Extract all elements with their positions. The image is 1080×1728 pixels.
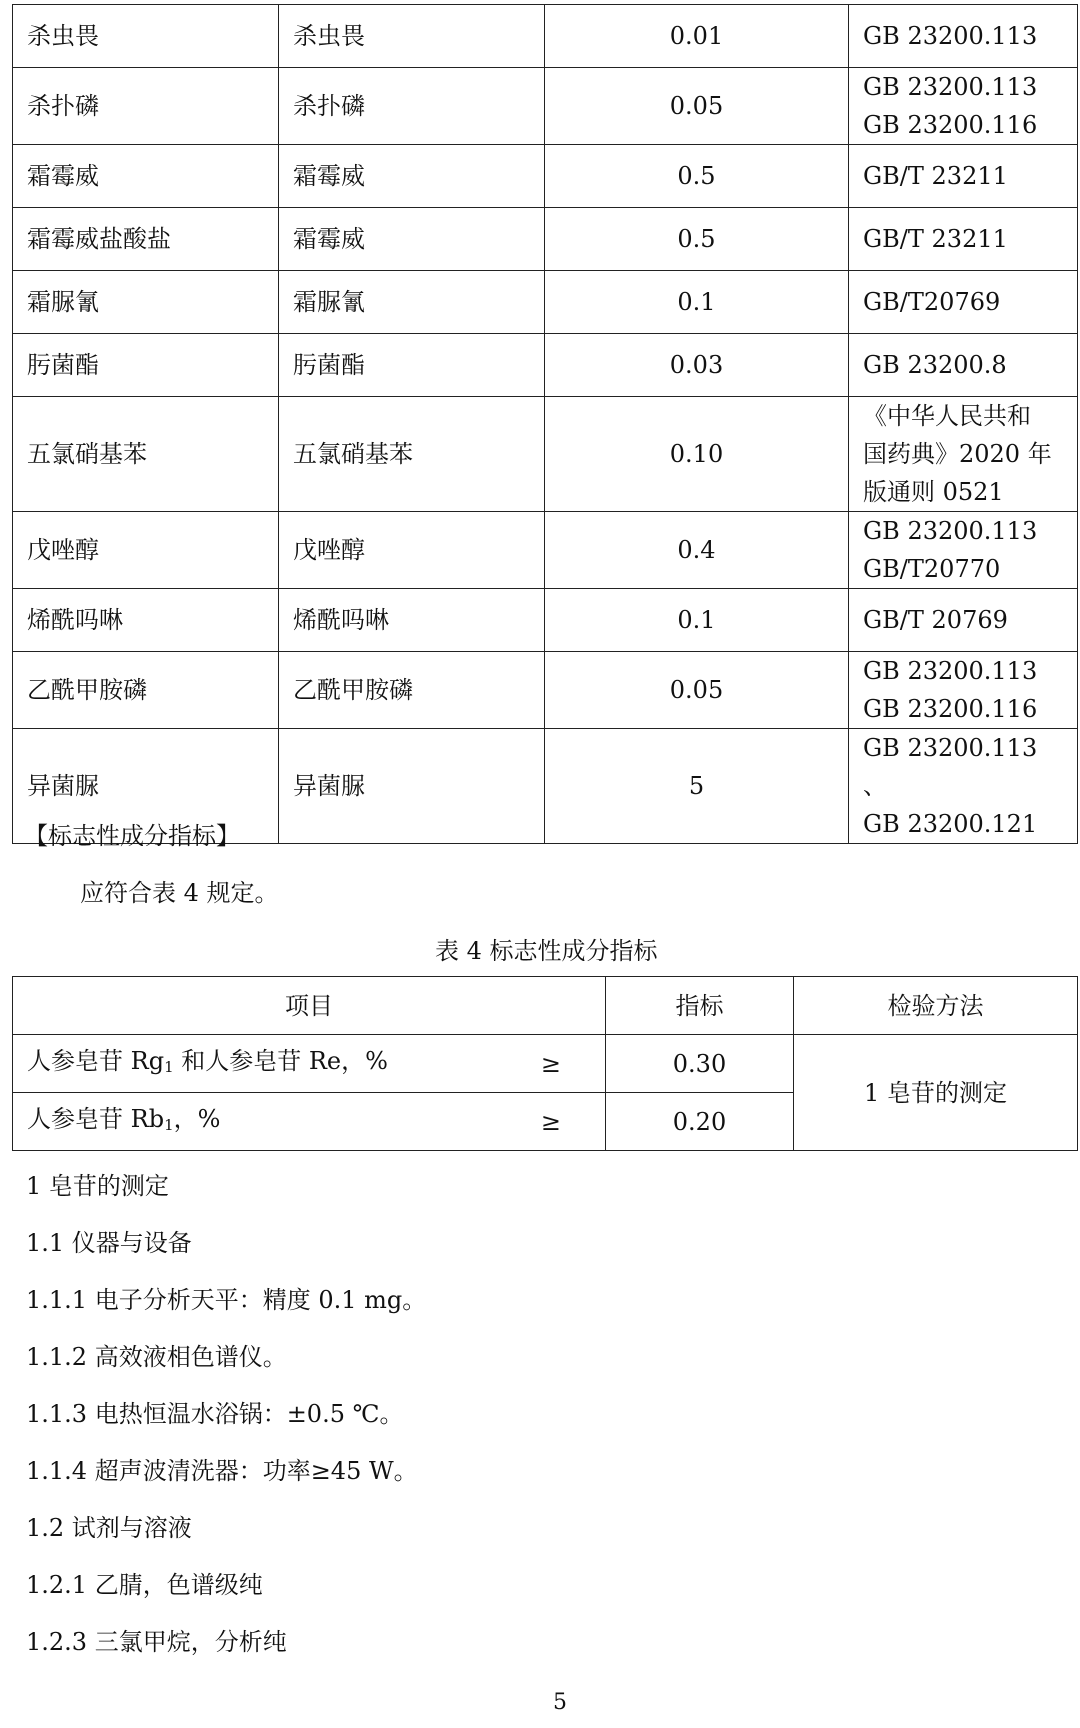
test-method [849, 271, 1078, 334]
max-residue-limit: 0.5 [545, 208, 849, 271]
residue-definition: 戊唑醇 [279, 512, 545, 589]
method-line: GB 23200.121 [863, 810, 1038, 838]
test-method [849, 512, 1078, 589]
test-method [849, 589, 1078, 652]
pesticide-name: 杀虫畏 [13, 5, 279, 68]
pesticide-name: 霜霉威 [13, 145, 279, 208]
test-method [849, 652, 1078, 729]
table-row [13, 145, 1078, 208]
pesticide-name: 霜霉威盐酸盐 [13, 208, 279, 271]
max-residue-limit: 0.01 [545, 5, 849, 68]
table-row [13, 5, 1078, 68]
item-text: 人参皂苷 Rb [27, 1104, 165, 1133]
pesticide-name: 乙酰甲胺磷 [13, 652, 279, 729]
table-header-row [13, 977, 1078, 1035]
test-method [849, 68, 1078, 145]
residue-definition: 五氯硝基苯 [279, 397, 545, 512]
residue-definition: 异菌脲 [279, 729, 545, 844]
header-item: 项目 [13, 977, 606, 1035]
marker-component-table [12, 976, 1078, 1151]
max-residue-limit: 0.10 [545, 397, 849, 512]
item-rg1-re [13, 1035, 445, 1093]
max-residue-limit: 0.1 [545, 271, 849, 334]
table-row [13, 208, 1078, 271]
item-subscript: 1 [164, 1115, 174, 1134]
method-line: GB 23200.116 [863, 695, 1038, 723]
test-method [849, 334, 1078, 397]
item-subscript: 1 [164, 1057, 174, 1076]
pesticide-name: 杀扑磷 [13, 68, 279, 145]
residue-definition: 杀虫畏 [279, 5, 545, 68]
method-line: GB 23200.113 [863, 657, 1038, 685]
table-row [13, 397, 1078, 512]
residue-definition: 肟菌酯 [279, 334, 545, 397]
method-line: GB 23200.116 [863, 111, 1038, 139]
residue-definition: 霜霉威 [279, 208, 545, 271]
header-index: 指标 [606, 977, 794, 1035]
section-1-1-2: 1.1.2 高效液相色谱仪。 [26, 1343, 287, 1371]
pesticide-limit-table [12, 4, 1078, 844]
test-method [849, 208, 1078, 271]
pesticide-name: 烯酰吗啉 [13, 589, 279, 652]
test-method [849, 145, 1078, 208]
residue-definition: 霜脲氰 [279, 271, 545, 334]
max-residue-limit: 0.03 [545, 334, 849, 397]
section-1-1: 1.1 仪器与设备 [26, 1229, 192, 1257]
section-1-1-1: 1.1.1 电子分析天平：精度 0.1 mg。 [26, 1286, 427, 1314]
method-line: GB 23200.8 [863, 351, 1007, 379]
marker-heading: 【标志性成分指标】 [24, 822, 240, 850]
method-line: GB 23200.113 [863, 22, 1038, 50]
table-row [13, 512, 1078, 589]
residue-definition: 烯酰吗啉 [279, 589, 545, 652]
ge-symbol: ≥ [445, 1035, 606, 1093]
max-residue-limit: 0.05 [545, 652, 849, 729]
max-residue-limit: 0.4 [545, 512, 849, 589]
max-residue-limit: 0.1 [545, 589, 849, 652]
residue-definition: 乙酰甲胺磷 [279, 652, 545, 729]
section-1-2-3: 1.2.3 三氯甲烷，分析纯 [26, 1628, 287, 1656]
max-residue-limit: 0.5 [545, 145, 849, 208]
method-line: 《中华人民共和 [863, 402, 1031, 430]
ge-symbol: ≥ [445, 1093, 606, 1151]
pesticide-name: 戊唑醇 [13, 512, 279, 589]
header-method: 检验方法 [794, 977, 1078, 1035]
item-text: 和人参皂苷 Re，% [173, 1046, 388, 1075]
method-line: 国药典》2020 年 [863, 440, 1052, 468]
max-residue-limit: 5 [545, 729, 849, 844]
residue-definition: 杀扑磷 [279, 68, 545, 145]
value-rg1-re: 0.30 [606, 1035, 794, 1093]
residue-definition: 霜霉威 [279, 145, 545, 208]
method-line: GB 23200.113 [863, 517, 1038, 545]
section-1: 1 皂苷的测定 [26, 1172, 169, 1200]
method-cell: 1 皂苷的测定 [794, 1035, 1078, 1151]
method-line: GB/T 23211 [863, 162, 1008, 190]
test-method [849, 397, 1078, 512]
test-method [849, 729, 1078, 844]
test-method [849, 5, 1078, 68]
max-residue-limit: 0.05 [545, 68, 849, 145]
section-1-2-1: 1.2.1 乙腈，色谱级纯 [26, 1571, 263, 1599]
table-row [13, 271, 1078, 334]
section-1-1-4: 1.1.4 超声波清洗器：功率≥45 W。 [26, 1457, 418, 1485]
method-line: GB/T 23211 [863, 225, 1008, 253]
section-1-2: 1.2 试剂与溶液 [26, 1514, 192, 1542]
table-row [13, 652, 1078, 729]
pesticide-name: 肟菌酯 [13, 334, 279, 397]
value-rb1: 0.20 [606, 1093, 794, 1151]
table-row [13, 334, 1078, 397]
method-line: GB 23200.113 [863, 73, 1038, 101]
item-text: 人参皂苷 Rg [27, 1046, 165, 1075]
table4-caption: 表 4 标志性成分指标 [435, 937, 658, 965]
marker-intro: 应符合表 4 规定。 [80, 879, 279, 907]
method-line: GB/T20770 [863, 555, 1001, 583]
pesticide-name: 霜脲氰 [13, 271, 279, 334]
table-row [13, 589, 1078, 652]
pesticide-name: 异菌脲 [13, 729, 279, 844]
section-1-1-3: 1.1.3 电热恒温水浴锅：±0.5 ℃。 [26, 1400, 404, 1428]
method-line: GB/T 20769 [863, 606, 1008, 634]
item-text: ，% [173, 1104, 221, 1133]
method-line: 版通则 0521 [863, 478, 1004, 506]
method-line: GB/T20769 [863, 288, 1001, 316]
table-row [13, 1035, 1078, 1093]
item-rb1 [13, 1093, 445, 1151]
page-number: 5 [553, 1690, 567, 1715]
pesticide-name: 五氯硝基苯 [13, 397, 279, 512]
method-line: GB 23200.113 、 [863, 734, 1038, 800]
table-row [13, 68, 1078, 145]
